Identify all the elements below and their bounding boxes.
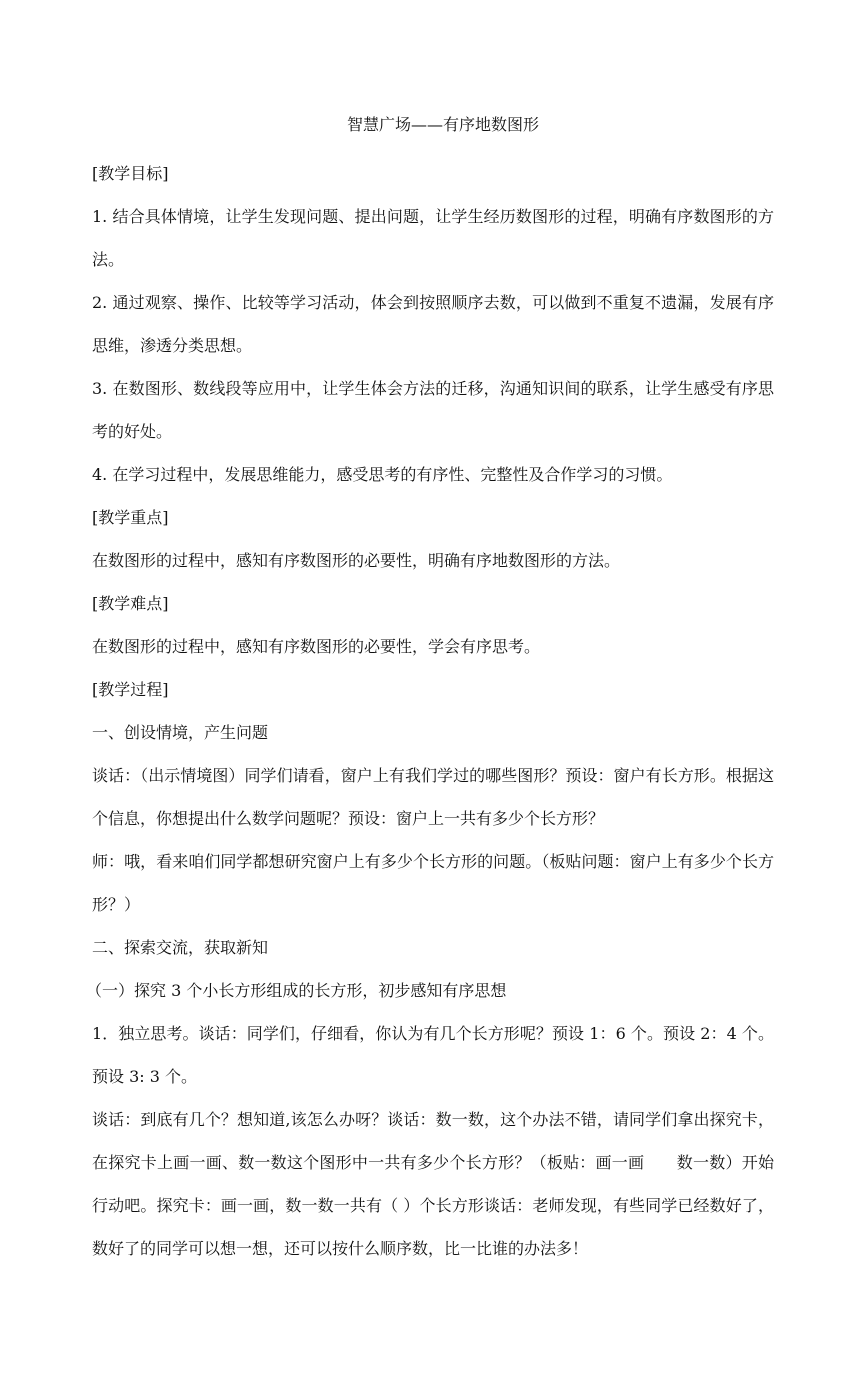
difficulties-text: 在数图形的过程中，感知有序数图形的必要性，学会有序思考。 (92, 637, 541, 656)
process-step-1-heading: 一、创设情境，产生问题 (92, 723, 269, 742)
document-content (86, 110, 774, 1270)
section-heading-teaching-objectives: [教学目标] (92, 164, 169, 183)
document-title: 智慧广场——有序地数图形 (346, 115, 539, 134)
section-heading-key-points: [教学重点] (92, 508, 169, 527)
objective-2: 2. 通过观察、操作、比较等学习活动，体会到按照顺序去数，可以做到不重复不遗漏，发展有序思维，渗透分类思想。 (92, 293, 774, 355)
section-heading-difficulties: [教学难点] (92, 594, 169, 613)
process-paragraph-4: 谈话：到底有几个？想知道,该怎么办呀？谈话：数一数，这个办法不错，请同学们拿出探究卡，在探究卡上画一画、数一数这个图形中一共有多少个长方形？（板贴：画一画 数一数）开始行动吧。探究卡：画一画，数一数一共有（ ）个长方形谈话：老师发现，有些同学已经数好了，数好了的同学可以想一想，还可以按什么顺序数，比一比谁的办法多！ (92, 1110, 774, 1258)
process-paragraph-2: 师：哦，看来咱们同学都想研究窗户上有多少个长方形的问题。（板贴问题：窗户上有多少个长方形？） (92, 852, 774, 914)
subsection-1-heading: （一）探究 3 个小长方形组成的长方形，初步感知有序思想 (86, 981, 507, 1000)
process-paragraph-3: 1．独立思考。谈话：同学们，仔细看，你认为有几个长方形呢？预设 1：6 个。预设 2：4 个。预设 3: 3 个。 (92, 1024, 774, 1086)
key-points-text: 在数图形的过程中，感知有序数图形的必要性，明确有序地数图形的方法。 (92, 551, 621, 570)
objective-3: 3. 在数图形、数线段等应用中，让学生体会方法的迁移，沟通知识间的联系，让学生感受有序思考的好处。 (92, 379, 774, 441)
process-step-2-heading: 二、探索交流，获取新知 (92, 938, 269, 957)
section-heading-teaching-process: [教学过程] (92, 680, 169, 699)
objective-1: 1. 结合具体情境，让学生发现问题、提出问题，让学生经历数图形的过程，明确有序数图形的方法。 (92, 207, 774, 269)
process-paragraph-1: 谈话：（出示情境图）同学们请看，窗户上有我们学过的哪些图形？预设：窗户有长方形。根据这个信息，你想提出什么数学问题呢？预设：窗户上一共有多少个长方形？ (92, 766, 774, 828)
objective-4: 4. 在学习过程中，发展思维能力，感受思考的有序性、完整性及合作学习的习惯。 (92, 465, 673, 484)
